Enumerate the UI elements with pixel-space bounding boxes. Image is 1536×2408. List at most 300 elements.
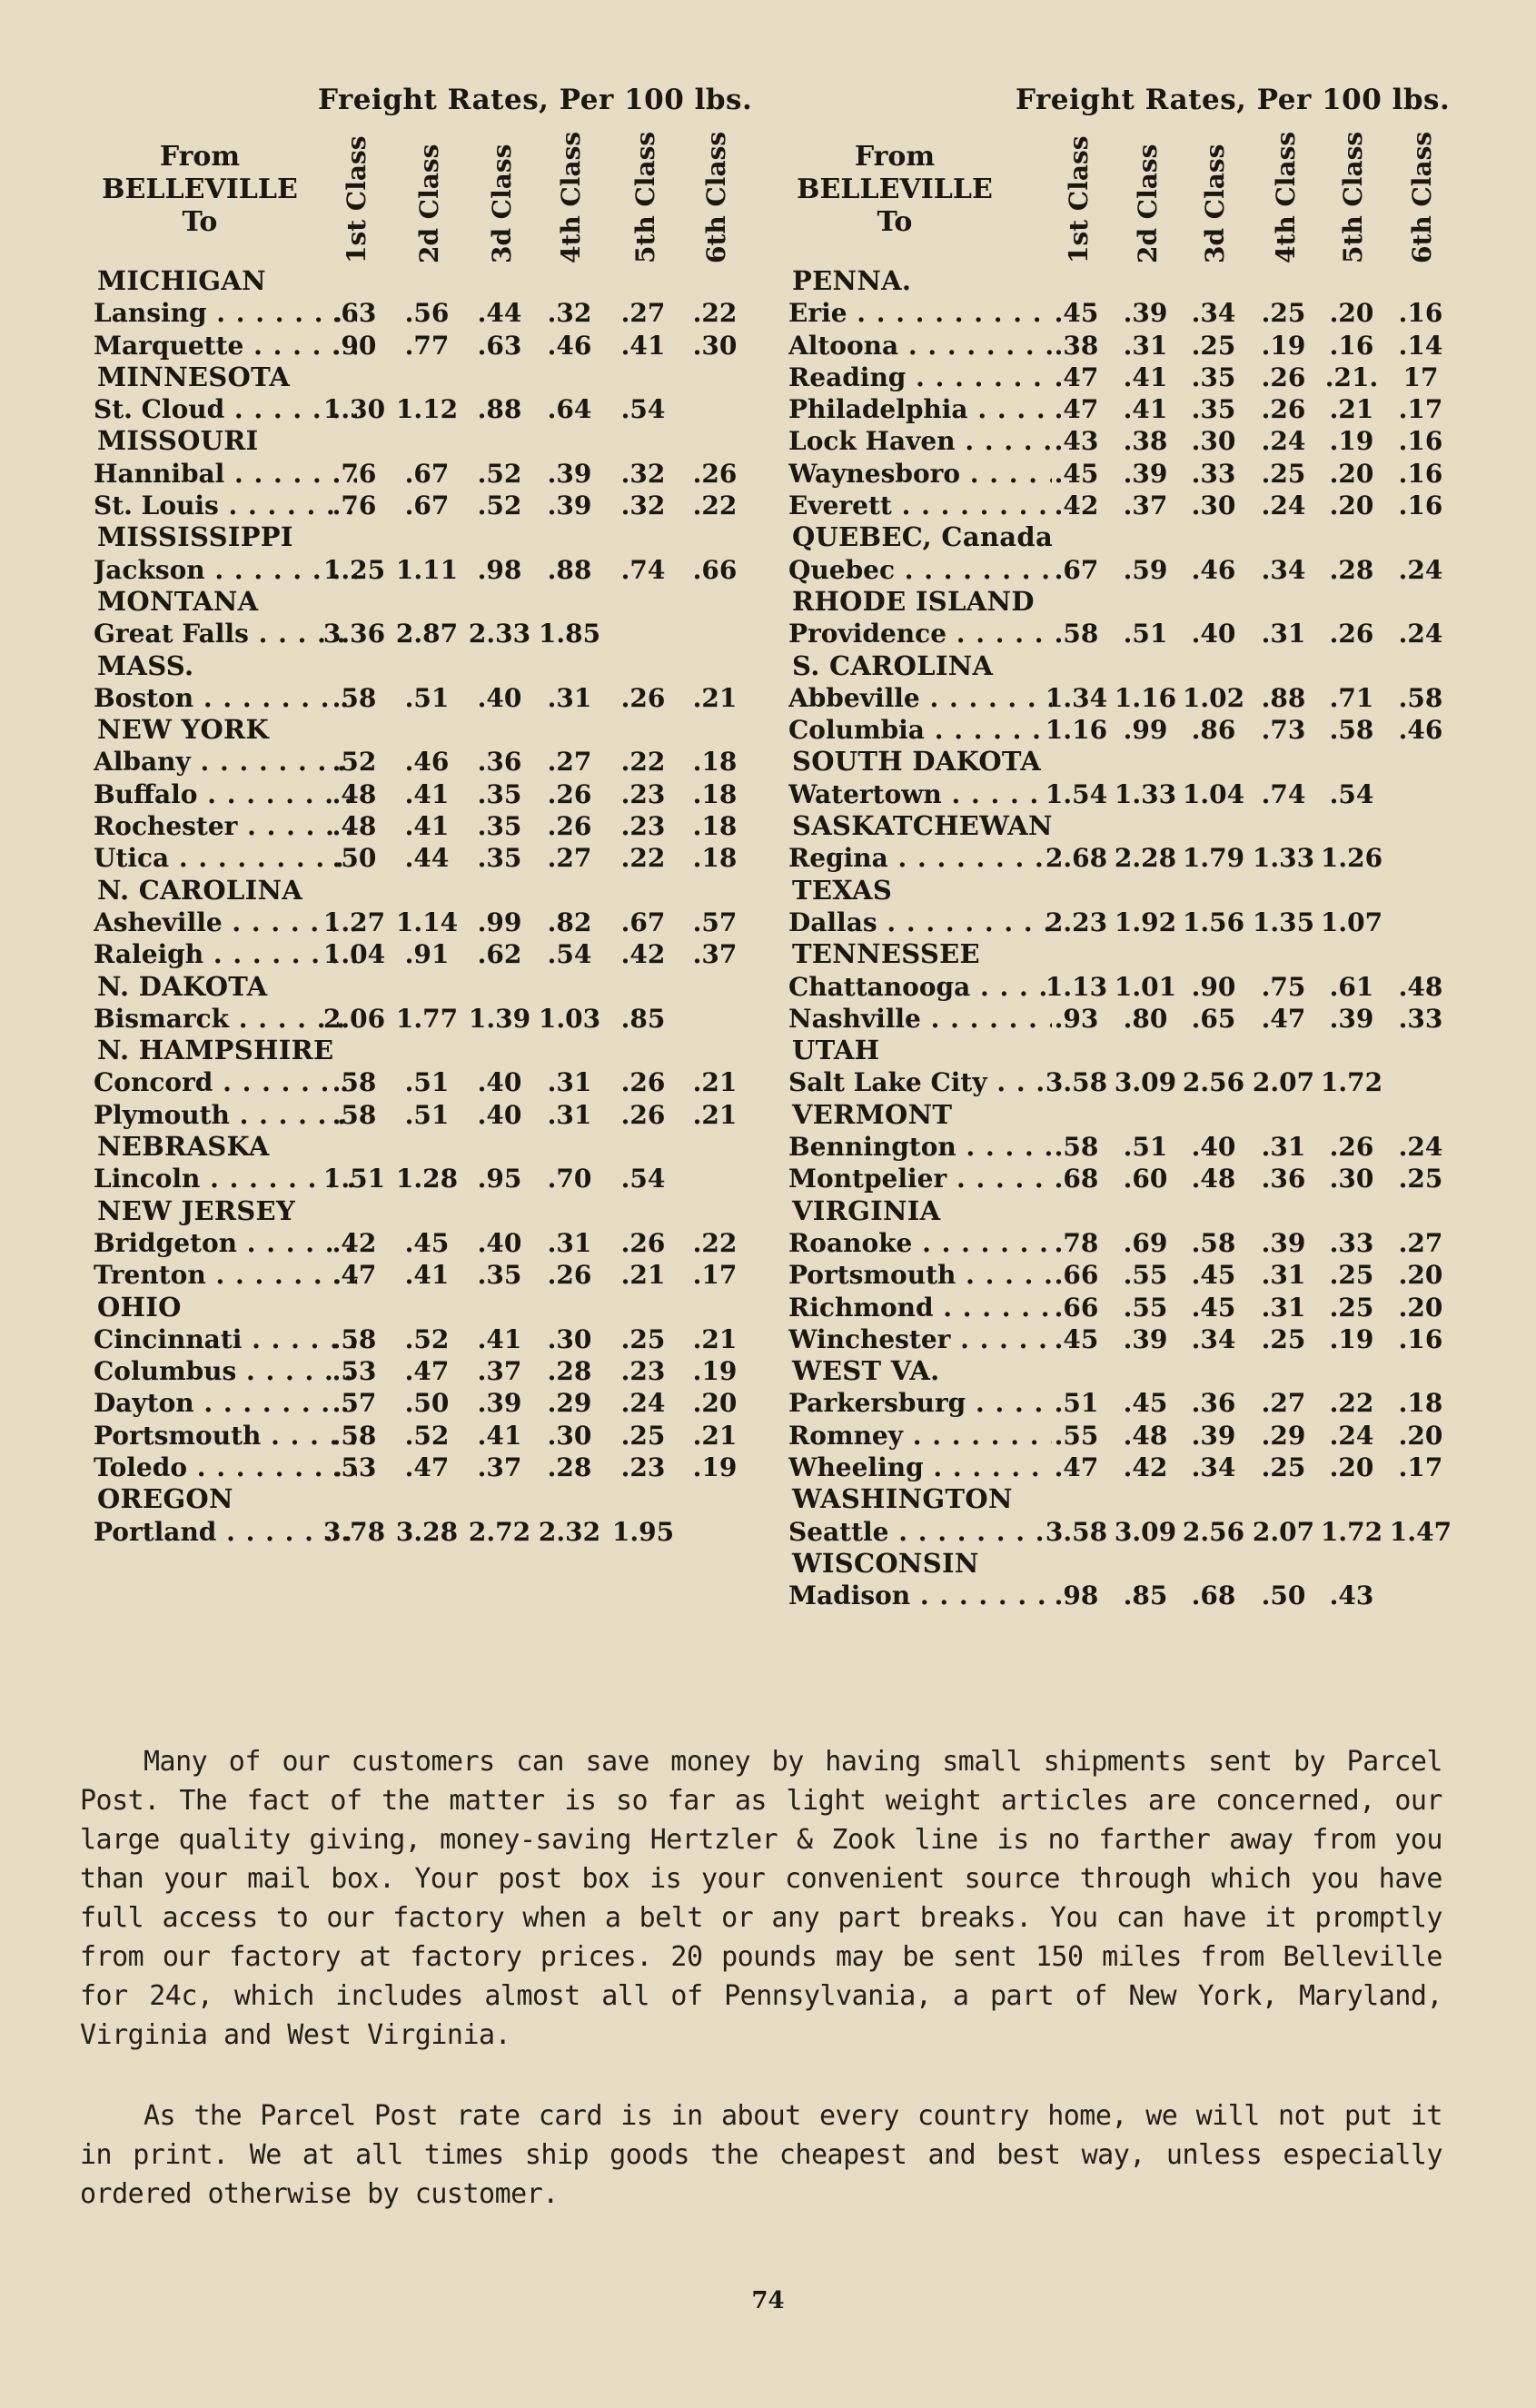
rate-class-5: 1.07 (1320, 907, 1383, 937)
rate-class-5: .22 (620, 843, 666, 874)
rate-class-5: .30 (1329, 1164, 1374, 1194)
rate-class-3: 1.79 (1182, 843, 1245, 874)
rate-class-5: .23 (620, 811, 666, 842)
rate-class-6: .16 (1398, 1323, 1443, 1354)
rate-class-3: .30 (1191, 491, 1236, 521)
rate-row (781, 297, 1453, 329)
rate-class-1: .55 (1054, 1420, 1099, 1451)
rate-class-1: .45 (1054, 458, 1099, 489)
rate-class-5: .33 (1329, 1227, 1374, 1258)
parcel-post-paragraph: Many of our customers can save money by having small shipments sent by Parcel Post. The fact of the matter is so far as light weight articles are concerned, our large quality giving, money-saving Hertzler & Zook line is no farther away from you than your mail box. Your post box is your convenient source through which you have full access to our factory when a belt or any part breaks. You can have it promptly from our factory at factory prices. 20 pounds may be sent 150 miles from Belleville for 24c, which includes almost all of Pennsylvania, a part of New York, Maryland, Virginia and West Virginia. (80, 1746, 1442, 2051)
rate-row (781, 1003, 1453, 1035)
rate-class-2: 2.87 (395, 619, 459, 649)
rate-row (781, 907, 1453, 938)
rate-class-3: .90 (1191, 971, 1236, 1002)
rate-row (781, 618, 1453, 649)
rate-class-5: .23 (620, 1356, 666, 1387)
rate-class-3: .39 (1191, 1420, 1236, 1451)
class-header-2: 2d Class (413, 144, 444, 263)
rate-class-5: .54 (620, 394, 666, 425)
rate-class-2: .50 (404, 1388, 450, 1419)
state-heading: PENNA. (792, 265, 912, 296)
rate-class-5: .58 (1329, 715, 1374, 746)
rate-class-3: .35 (477, 1260, 522, 1291)
city-name: Great Falls . . . (94, 618, 357, 649)
rate-class-3: .52 (477, 491, 522, 521)
city-name: Chattanooga . . . (788, 971, 1052, 1003)
rate-class-5: .61 (1329, 971, 1374, 1002)
rate-row (86, 1355, 768, 1387)
rate-class-5: .23 (620, 778, 666, 809)
rate-row (781, 1163, 1453, 1194)
city-name: Quebec . . . (788, 554, 1052, 586)
rate-class-3: .68 (1191, 1581, 1236, 1611)
rate-class-2: .51 (404, 1099, 450, 1130)
rate-class-1: .58 (332, 1099, 377, 1130)
rate-row (86, 1452, 768, 1483)
rate-class-2: .77 (404, 330, 450, 361)
rate-class-4: .39 (547, 491, 592, 521)
right-rate-rows (781, 265, 1453, 1611)
rate-class-1: .51 (1054, 1388, 1099, 1419)
rate-class-2: .37 (1123, 491, 1168, 521)
rate-row (781, 330, 1453, 362)
rate-class-6: .16 (1398, 426, 1443, 457)
state-heading: N. DAKOTA (97, 970, 268, 1002)
rate-class-3: .39 (477, 1388, 522, 1419)
rate-class-3: .62 (477, 939, 522, 970)
rate-row (781, 1066, 1453, 1098)
rate-class-2: .41 (404, 811, 450, 842)
rate-row (86, 1227, 768, 1259)
rate-class-5: .20 (1329, 298, 1374, 329)
rate-class-3: .34 (1191, 1323, 1236, 1354)
rate-row (86, 618, 768, 649)
rate-class-1: .53 (332, 1356, 377, 1387)
rate-class-3: .95 (477, 1164, 522, 1194)
rate-class-3: 1.56 (1182, 907, 1245, 937)
city-name: Winchester . . . (788, 1323, 1052, 1355)
rate-class-3: .45 (1191, 1260, 1236, 1291)
city-name: Bridgeton . . . (94, 1227, 357, 1259)
class-header-4: 4th Class (555, 131, 586, 263)
rate-class-4: .26 (547, 778, 592, 809)
rate-class-2: .51 (404, 682, 450, 713)
city-name: Toledo . . . (94, 1452, 357, 1483)
rate-row (781, 1131, 1453, 1163)
city-name: Boston . . . (94, 682, 357, 714)
rate-class-4: .27 (1261, 1388, 1306, 1419)
rate-class-6: .17 (1398, 394, 1443, 425)
rate-class-2: .55 (1123, 1260, 1168, 1291)
rate-class-6: .21 (692, 1323, 738, 1354)
rate-class-1: .58 (332, 1420, 377, 1451)
rate-class-4: .73 (1261, 715, 1306, 746)
rate-class-5: .26 (620, 1099, 666, 1130)
rate-class-2: .45 (404, 1227, 450, 1258)
rate-class-3: .99 (477, 907, 522, 937)
rate-class-4: .88 (547, 554, 592, 585)
rate-class-6: 1.47 (1389, 1516, 1452, 1547)
rate-class-3: .36 (1191, 1388, 1236, 1419)
rate-class-1: 3.58 (1045, 1067, 1108, 1098)
rate-class-1: 2.23 (1045, 907, 1108, 937)
rate-class-5: .26 (1329, 619, 1374, 649)
rate-class-3: .52 (477, 458, 522, 489)
rate-class-3: .40 (477, 1099, 522, 1130)
rate-class-5: .42 (620, 939, 666, 970)
rate-class-3: .37 (477, 1356, 522, 1387)
rate-class-4: .28 (547, 1452, 592, 1482)
rate-class-4: .28 (547, 1356, 592, 1387)
city-name: Erie . . . (788, 297, 1052, 329)
city-name: Dallas . . . (788, 907, 1052, 938)
rate-class-5: .28 (1329, 554, 1374, 585)
rate-class-2: 1.01 (1114, 971, 1177, 1002)
left-rate-rows (86, 265, 768, 1548)
rate-class-6: .18 (692, 747, 738, 778)
rate-class-6: .18 (692, 778, 738, 809)
city-name: Albany . . . (94, 746, 357, 778)
rate-class-5: .22 (1329, 1388, 1374, 1419)
rate-row (86, 1003, 768, 1035)
city-name: Romney . . . (788, 1420, 1052, 1452)
rate-class-6: .57 (692, 907, 738, 937)
rate-row (86, 1163, 768, 1194)
city-name: Buffalo . . . (94, 778, 357, 810)
rate-class-1: .45 (1054, 298, 1099, 329)
city-name: Seattle . . . (788, 1516, 1052, 1548)
left-from-heading (86, 141, 313, 239)
rate-class-4: .50 (1261, 1581, 1306, 1611)
rate-row (86, 1420, 768, 1452)
rate-class-2: .99 (1123, 715, 1168, 746)
rate-class-1: .67 (1054, 554, 1099, 585)
rate-class-1: 3.36 (322, 619, 386, 649)
rate-class-6: .20 (1398, 1420, 1443, 1451)
rate-class-6: .19 (692, 1356, 738, 1387)
state-heading: TENNESSEE (792, 938, 980, 970)
rate-class-2: 3.28 (395, 1516, 459, 1547)
rate-class-3: .33 (1191, 458, 1236, 489)
rate-class-3: .35 (477, 843, 522, 874)
rate-row (781, 393, 1453, 425)
state-heading: NEW JERSEY (97, 1194, 295, 1226)
rate-class-6: .22 (692, 491, 738, 521)
city-name: Parkersburg . . . (788, 1387, 1052, 1419)
city-name: Trenton . . . (94, 1259, 357, 1291)
rate-row (781, 714, 1453, 746)
class-header-1: 1st Class (1063, 135, 1094, 263)
rate-class-5: .54 (1329, 778, 1374, 809)
class-header-6: 6th Class (1406, 131, 1437, 263)
rate-class-5: .67 (620, 907, 666, 937)
city-name: Lock Haven . . . (788, 425, 1052, 457)
rate-class-6: .17 (1398, 1452, 1443, 1482)
rate-class-2: 1.11 (395, 554, 459, 585)
rate-class-4: .74 (1261, 778, 1306, 809)
rate-class-5: .39 (1329, 1003, 1374, 1034)
rate-class-5: .24 (620, 1388, 666, 1419)
rate-row (86, 938, 768, 970)
rate-class-3: .86 (1191, 715, 1236, 746)
rate-class-2: .55 (1123, 1292, 1168, 1323)
rate-class-4: .30 (547, 1323, 592, 1354)
rate-class-6: .21 (692, 1099, 738, 1130)
city-name: Lincoln . . . (94, 1163, 357, 1194)
rate-class-4: .31 (1261, 1292, 1306, 1323)
state-heading: MISSISSIPPI (97, 521, 293, 553)
rate-class-3: .58 (1191, 1227, 1236, 1258)
city-name: Plymouth . . . (94, 1099, 357, 1131)
rate-class-5: .23 (620, 1452, 666, 1482)
rate-class-1: 1.27 (322, 907, 386, 937)
rate-class-6: .21 (692, 1067, 738, 1098)
rate-class-4: .75 (1261, 971, 1306, 1002)
rate-class-3: .98 (477, 554, 522, 585)
rate-class-2: .42 (1123, 1452, 1168, 1482)
rate-class-3: .37 (477, 1452, 522, 1482)
from-label: From (854, 141, 936, 173)
rate-class-1: 1.13 (1045, 971, 1108, 1002)
rate-class-1: .58 (1054, 619, 1099, 649)
origin-label: BELLEVILLE (102, 173, 298, 205)
right-from-heading (781, 141, 1008, 239)
rate-class-2: .41 (404, 778, 450, 809)
rate-class-3: .35 (1191, 362, 1236, 392)
rate-class-3: 1.04 (1182, 778, 1245, 809)
rate-class-5: .25 (620, 1323, 666, 1354)
rate-class-2: .56 (404, 298, 450, 329)
rate-row (86, 1323, 768, 1355)
state-heading: MINNESOTA (97, 361, 291, 392)
rate-class-2: .59 (1123, 554, 1168, 585)
rate-class-6: .19 (692, 1452, 738, 1482)
rate-class-3: .36 (477, 747, 522, 778)
rate-class-5: 1.72 (1320, 1516, 1383, 1547)
rate-class-4: 2.07 (1252, 1067, 1315, 1098)
rate-class-4: .29 (547, 1388, 592, 1419)
class-header-4: 4th Class (1270, 131, 1301, 263)
rate-class-3: .48 (1191, 1164, 1236, 1194)
city-name: Wheeling . . . (788, 1452, 1052, 1483)
rate-class-3: 2.72 (468, 1516, 531, 1547)
rate-class-3: .88 (477, 394, 522, 425)
rate-row (86, 330, 768, 362)
rate-class-5: .21 (620, 1260, 666, 1291)
rate-class-6: .25 (1398, 1164, 1443, 1194)
rate-class-4: .47 (1261, 1003, 1306, 1034)
right-table-title: Freight Rates, Per 100 lbs. (1016, 84, 1451, 116)
city-name: Providence . . . (788, 618, 1052, 649)
rate-class-4: .26 (1261, 394, 1306, 425)
rate-class-1: 1.51 (322, 1164, 386, 1194)
rate-class-5: .26 (620, 1227, 666, 1258)
rate-class-2: 1.14 (395, 907, 459, 937)
rate-row (86, 297, 768, 329)
rate-class-4: .34 (1261, 554, 1306, 585)
city-name: Portsmouth . . . (788, 1259, 1052, 1291)
rate-class-6: .48 (1398, 971, 1443, 1002)
rate-class-6: .18 (1398, 1388, 1443, 1419)
rate-class-3: 1.39 (468, 1003, 531, 1034)
rate-row (86, 682, 768, 714)
rate-class-1: .42 (1054, 491, 1099, 521)
left-table-title: Freight Rates, Per 100 lbs. (318, 84, 753, 116)
rate-class-6: .26 (692, 458, 738, 489)
state-heading: OHIO (97, 1291, 182, 1323)
class-header-3: 3d Class (486, 144, 517, 263)
rate-class-4: .39 (1261, 1227, 1306, 1258)
rate-class-4: .31 (547, 1227, 592, 1258)
rate-class-6: .20 (1398, 1292, 1443, 1323)
rate-class-5: .74 (620, 554, 666, 585)
to-label: To (877, 206, 913, 238)
rate-row (781, 458, 1453, 490)
rate-class-6: .21 (692, 682, 738, 713)
rate-class-4: .25 (1261, 1323, 1306, 1354)
rate-row (781, 1452, 1453, 1483)
state-heading: VERMONT (792, 1098, 953, 1130)
page-number: 74 (751, 2287, 785, 2314)
rate-class-2: .44 (404, 843, 450, 874)
rate-class-1: 3.78 (322, 1516, 386, 1547)
rate-class-1: 1.34 (1045, 682, 1108, 713)
state-heading: WISCONSIN (792, 1547, 979, 1579)
rate-class-1: .98 (1054, 1581, 1099, 1611)
rate-class-4: .39 (547, 458, 592, 489)
state-heading: S. CAROLINA (792, 649, 994, 681)
rate-class-6: .58 (1398, 682, 1443, 713)
rate-row (781, 971, 1453, 1003)
rate-class-1: .58 (332, 1323, 377, 1354)
rate-class-5: .20 (1329, 1452, 1374, 1482)
rate-row (86, 907, 768, 938)
rate-class-4: .26 (1261, 362, 1306, 392)
rate-row (86, 1259, 768, 1291)
rate-class-1: .90 (332, 330, 377, 361)
rate-class-6: 17 (1402, 362, 1439, 392)
rate-class-5: .26 (620, 1067, 666, 1098)
rate-row (86, 810, 768, 842)
rate-class-6: .24 (1398, 554, 1443, 585)
rate-class-4: .88 (1261, 682, 1306, 713)
state-heading: NEW YORK (97, 714, 269, 746)
class-header-5: 5th Class (629, 131, 660, 263)
rate-class-1: .68 (1054, 1164, 1099, 1194)
rate-row (781, 842, 1453, 874)
rate-class-1: 1.04 (322, 939, 386, 970)
rate-class-6: .66 (692, 554, 738, 585)
rate-class-4: .27 (547, 843, 592, 874)
class-header-5: 5th Class (1337, 131, 1368, 263)
state-heading: NEBRASKA (97, 1131, 270, 1163)
rate-class-2: .69 (1123, 1227, 1168, 1258)
rate-class-1: .93 (1054, 1003, 1099, 1034)
state-heading: WEST VA. (792, 1355, 940, 1387)
rate-class-2: .85 (1123, 1581, 1168, 1611)
to-label: To (182, 206, 218, 238)
rate-class-3: .35 (1191, 394, 1236, 425)
rate-class-2: .39 (1123, 458, 1168, 489)
rate-row (86, 1066, 768, 1098)
rate-class-5: 1.95 (611, 1516, 675, 1547)
rate-class-1: .47 (1054, 394, 1099, 425)
rate-class-2: .51 (404, 1067, 450, 1098)
city-name: Raleigh . . . (94, 938, 357, 970)
rate-class-5: .25 (620, 1420, 666, 1451)
rate-row (86, 393, 768, 425)
rate-class-6: .21 (692, 1420, 738, 1451)
rate-class-2: 3.09 (1114, 1516, 1177, 1547)
rate-row (781, 362, 1453, 393)
rate-class-3: .40 (1191, 1132, 1236, 1163)
rate-row (781, 490, 1453, 521)
rate-class-4: .64 (547, 394, 592, 425)
rate-row (781, 1387, 1453, 1419)
city-name: Lansing . . . (94, 297, 357, 329)
state-heading: TEXAS (792, 874, 893, 906)
rate-class-1: .76 (332, 491, 377, 521)
rate-class-5: .26 (620, 682, 666, 713)
city-name: Asheville . . . (94, 907, 357, 938)
rate-class-2: .51 (1123, 619, 1168, 649)
rate-class-1: 1.30 (322, 394, 386, 425)
rate-class-4: .19 (1261, 330, 1306, 361)
state-heading: MISSOURI (97, 425, 259, 457)
rate-class-5: .20 (1329, 458, 1374, 489)
rate-class-5: .19 (1329, 426, 1374, 457)
rate-class-4: .46 (547, 330, 592, 361)
rate-row (781, 1323, 1453, 1355)
city-name: Roanoke . . . (788, 1227, 1052, 1259)
rate-class-1: .57 (332, 1388, 377, 1419)
rate-row (781, 1580, 1453, 1611)
rate-class-6: .16 (1398, 491, 1443, 521)
rate-class-1: .58 (332, 682, 377, 713)
rate-class-2: .67 (404, 458, 450, 489)
rate-class-2: .51 (1123, 1132, 1168, 1163)
rate-class-3: .41 (477, 1323, 522, 1354)
rate-class-5: .54 (620, 1164, 666, 1194)
city-name: Regina . . . (788, 842, 1052, 874)
rate-class-2: .31 (1123, 330, 1168, 361)
rate-class-5: .41 (620, 330, 666, 361)
rate-class-1: 1.54 (1045, 778, 1108, 809)
rate-class-6: .24 (1398, 1132, 1443, 1163)
city-name: Waynesboro . . . (788, 458, 1052, 490)
city-name: Columbia . . . (788, 714, 1052, 746)
rate-class-2: .52 (404, 1420, 450, 1451)
rate-class-2: .46 (404, 747, 450, 778)
rate-class-6: .17 (692, 1260, 738, 1291)
rate-class-5: .27 (620, 298, 666, 329)
city-name: Columbus . . . (94, 1355, 357, 1387)
rate-class-4: .31 (547, 1067, 592, 1098)
city-name: Altoona . . . (788, 330, 1052, 362)
rate-class-6: .37 (692, 939, 738, 970)
rate-class-1: .66 (1054, 1260, 1099, 1291)
rate-class-3: .40 (477, 1227, 522, 1258)
rate-class-6: .27 (1398, 1227, 1443, 1258)
rate-class-2: .45 (1123, 1388, 1168, 1419)
rate-class-3: .65 (1191, 1003, 1236, 1034)
rate-class-2: 1.92 (1114, 907, 1177, 937)
rate-class-5: .32 (620, 491, 666, 521)
rate-row (781, 554, 1453, 586)
state-heading: MICHIGAN (97, 265, 266, 296)
rate-class-6: .30 (692, 330, 738, 361)
